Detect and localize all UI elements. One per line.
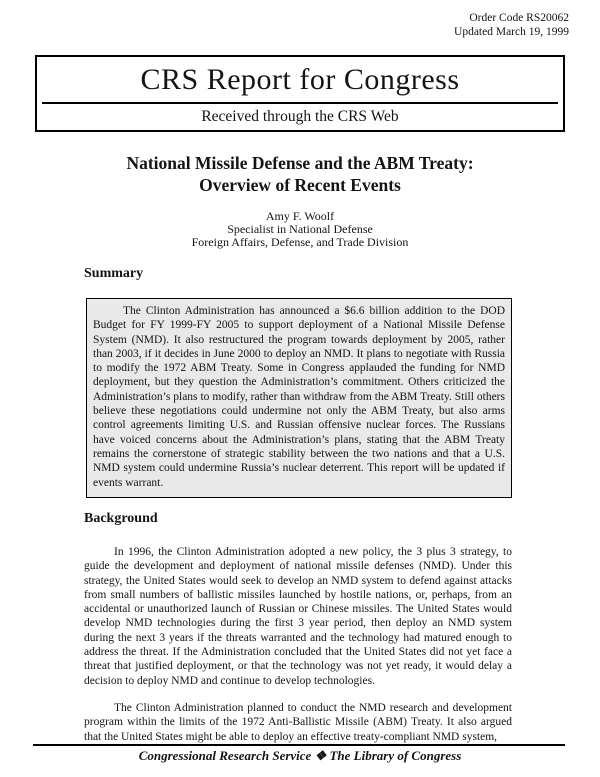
background-heading: Background — [84, 511, 158, 526]
author-role: Specialist in National Defense — [227, 222, 373, 237]
author-division: Foreign Affairs, Defense, and Trade Division — [191, 235, 409, 250]
summary-box — [86, 298, 512, 498]
summary-text: The Clinton Administration has announced a $6.6 billion addition to the DOD Budget for FY 1999-FY 2005 to support deployment of a National Missile Defense System (NMD). It also restructured the program towards deployment by 2005, rather than 2003, if it decides in June 2000 to deploy an NMD. It plans to negotiate with Russia to modify the 1972 ABM Treaty. Some in Congress applauded the funding for NMD deployment, but they question the Administration’s commitment. Others criticized the Administration’s plans to modify, rather than withdraw from the ABM Treaty. Still others believe these negotiations could undermine not only the ABM Treaty, but also arms control agreements limiting U.S. and Russian offensive nuclear forces. The Russians have voiced concerns about the Administration’s plans, stating that the ABM Treaty remains the cornerstone of strategic stability between the two nations and that a U.S. NMD system could undermine Russia’s nuclear deterrent. This report will be updated if events warrant. — [93, 305, 505, 489]
background-paragraph-1: In 1996, the Clinton Administration adopted a new policy, the 3 plus 3 strategy, to guide the development and deployment of national missile defenses (NMD). Under this strategy, the United States would seek to develop an NMD system to defend against attacks from small numbers of ballistic missiles launched by hostile nations, or, perhaps, from an accidental or unauthorized launch of Russian or Chinese missiles. The United States would develop NMD technologies during the first 3 year period, then deploy an NMD system during the next 3 years if the threats warranted and the technology had matured enough to address the threat. If the Administration concluded that the United States did not yet face a threat that justified deployment, or that the technology was not yet ready, it would delay a decision to deploy NMD and continue to develop technologies. — [84, 546, 512, 687]
updated-date: Updated March 19, 1999 — [454, 25, 569, 38]
background-paragraph-2: The Clinton Administration planned to conduct the NMD research and development program within the limits of the 1972 Anti-Ballistic Missile (ABM) Treaty. It also argued that the United States might be able to deploy an effective treaty-compliant NMD system, — [84, 701, 512, 743]
order-code: Order Code RS20062 — [469, 12, 569, 24]
footer-text: Congressional Research Service ❖ The Library of Congress — [138, 748, 462, 763]
masthead-box — [35, 55, 565, 132]
summary-heading: Summary — [84, 266, 144, 281]
footer-rule — [33, 744, 565, 746]
report-title — [0, 152, 600, 196]
author-name: Amy F. Woolf — [265, 209, 335, 223]
masthead-subtitle: Received through the CRS Web — [201, 108, 399, 125]
author-block — [0, 210, 600, 250]
background-section — [84, 545, 512, 744]
report-title-line1: National Missile Defense and the ABM Treaty: — [126, 153, 474, 173]
order-code-block — [454, 12, 569, 39]
report-title-line2: Overview of Recent Events — [199, 175, 401, 195]
masthead-title: CRS Report for Congress — [140, 63, 460, 96]
